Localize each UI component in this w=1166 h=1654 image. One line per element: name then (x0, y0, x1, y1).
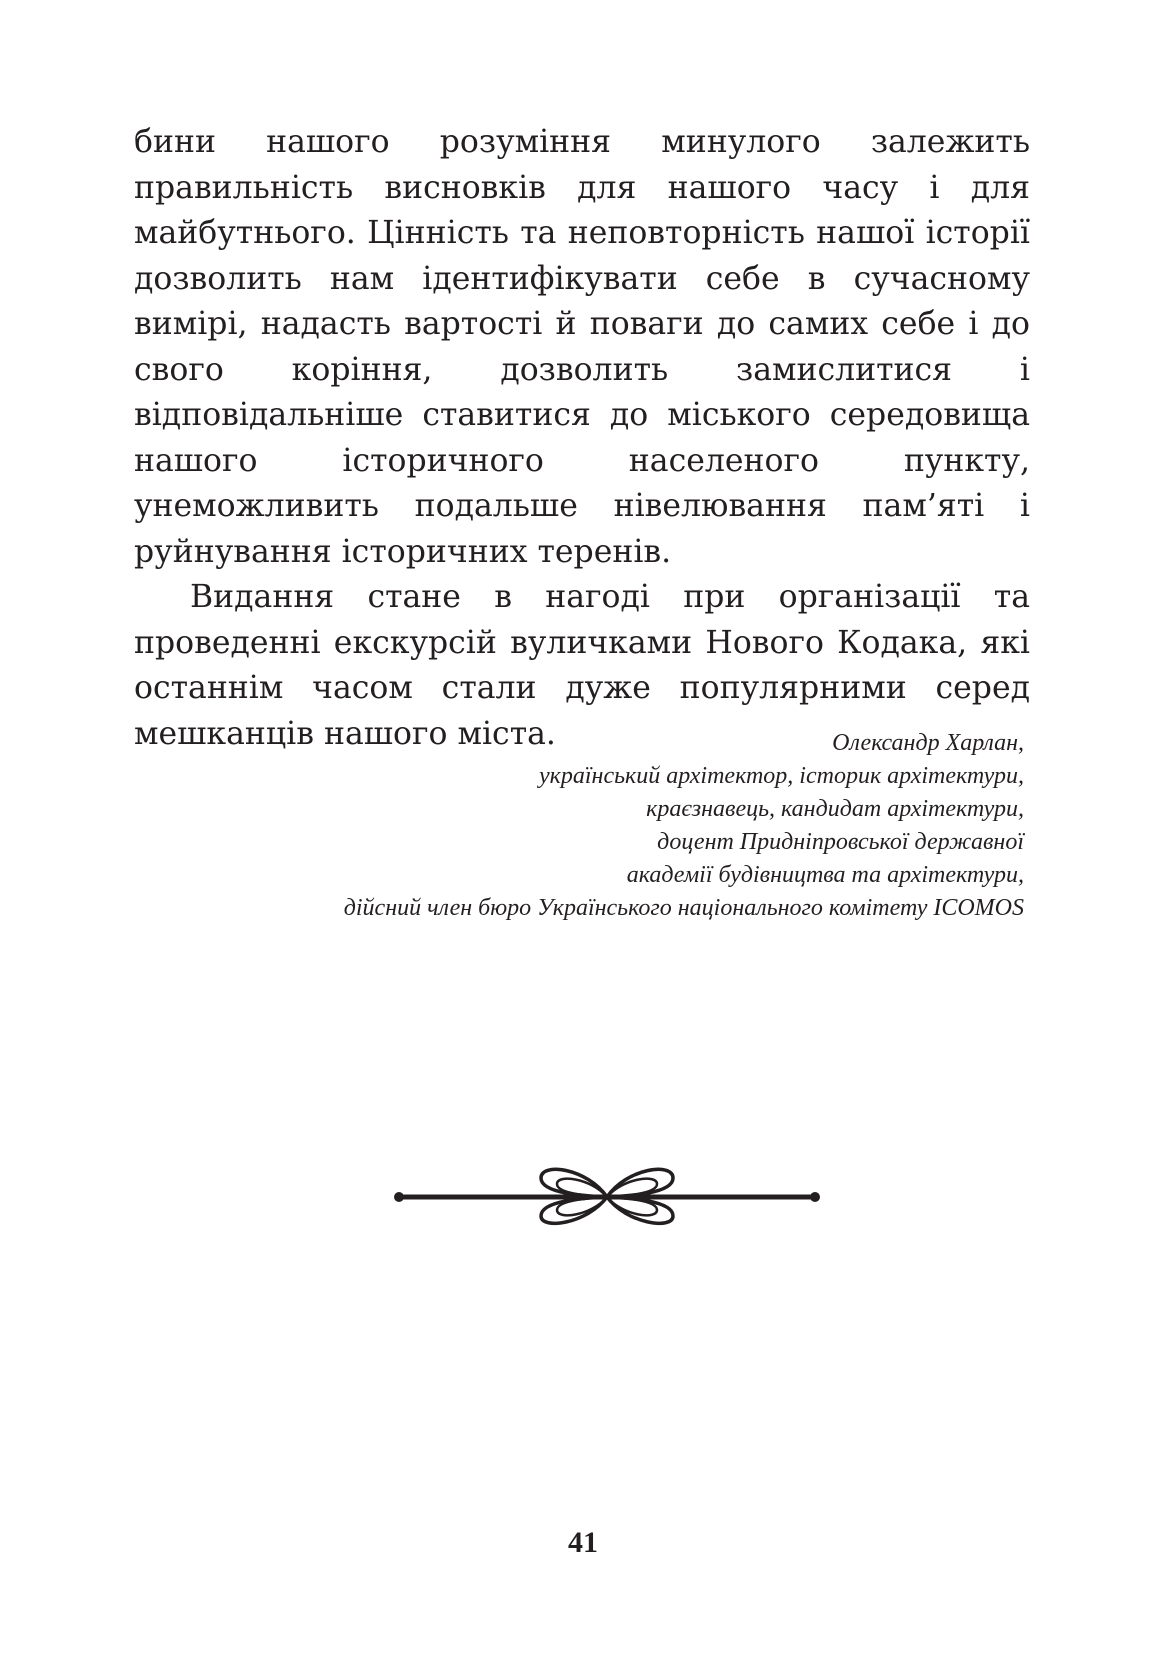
knot-divider-icon (391, 1160, 823, 1230)
body-text (134, 120, 1030, 757)
author-title-line: академії будівництва та архітектури, (626, 862, 1024, 888)
author-title-line: краєзнавець, кандидат архітектури, (646, 796, 1024, 822)
page-number: 41 (568, 1526, 598, 1559)
author-title-line: дійсний член бюро Українського національного комітету ICOMOS (343, 895, 1024, 921)
author-title-line: доцент Придніпровської державної (657, 829, 1024, 855)
author-attribution (204, 727, 1024, 925)
author-name: Олександр Харлан, (832, 730, 1024, 756)
paragraph-continued: бини нашого розуміння минулого залежить правильність висновків для нашого часу і для майбутнього. Цінність та неповторність нашої історії дозволить нам ідентифікувати себе в сучасному вимірі, надасть вартості й поваги до самих себе і до свого коріння, дозволить замислитися і відповідальніше ставитися до міського середовища нашого історичного населеного пункту, унеможливить подальше нівелювання пам’яті і руйнування історичних теренів. (134, 124, 1030, 570)
paragraph-publication-use: Видання стане в нагоді при організації та проведенні екскурсій вуличками Нового Кодака, які останнім часом стали дуже популярними серед мешканців нашого міста. (134, 579, 1030, 752)
author-title-line: український архітектор, історик архітектури, (538, 763, 1024, 789)
